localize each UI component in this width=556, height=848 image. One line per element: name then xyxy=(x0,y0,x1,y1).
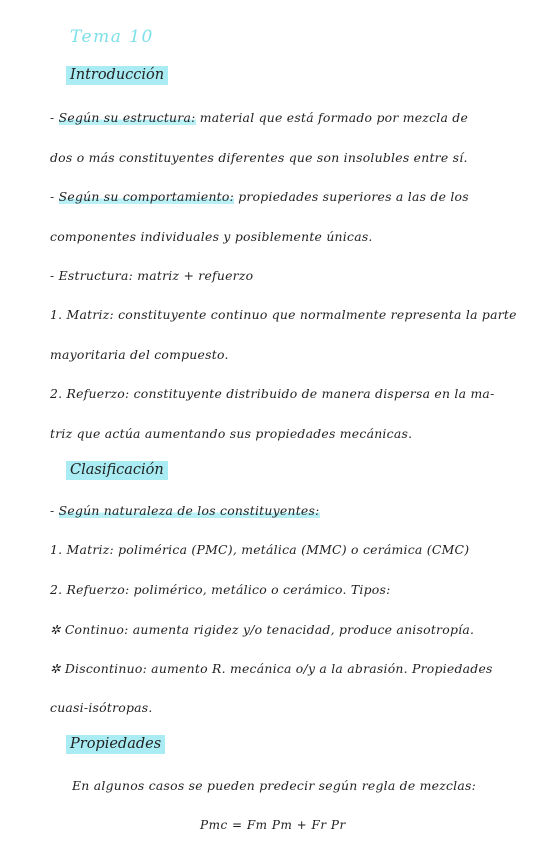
clasif-line-4: ✲ Continuo: aumenta rigidez y/o tenacidad, produce anisotropía. xyxy=(50,622,475,637)
clasif-line-2: 1. Matriz: polimérica (PMC), metálica (MMC) o cerámica (CMC) xyxy=(50,542,470,557)
section-heading-clasificacion: Clasificación xyxy=(66,461,168,480)
intro-line-7: mayoritaria del compuesto. xyxy=(50,347,229,362)
intro-line-3-highlight: Según su comportamiento: xyxy=(58,189,235,204)
clasif-line-1 xyxy=(50,503,556,518)
intro-line-1-rest: material que está formado por mezcla de xyxy=(195,110,469,125)
intro-line-9: triz que actúa aumentando sus propiedades mecánicas. xyxy=(50,426,413,441)
clasif-line-6: cuasi-isótropas. xyxy=(50,700,153,715)
clasif-line-3: 2. Refuerzo: polimérico, metálico o cerámico. Tipos: xyxy=(50,582,391,597)
intro-line-1-prefix: - xyxy=(50,110,59,125)
intro-line-5: - Estructura: matriz + refuerzo xyxy=(50,268,254,283)
intro-line-4: componentes individuales y posiblemente únicas. xyxy=(50,229,373,244)
intro-line-3-prefix: - xyxy=(50,189,59,204)
clasif-line-1-highlight: Según naturaleza de los constituyentes: xyxy=(58,503,320,518)
intro-line-6: 1. Matriz: constituyente continuo que normalmente representa la parte xyxy=(50,307,517,322)
intro-line-1-highlight: Según su estructura: xyxy=(58,110,196,125)
intro-line-3-rest: propiedades superiores a las de los xyxy=(234,189,469,204)
prop-line-1: En algunos casos se pueden predecir según regla de mezclas: xyxy=(72,778,477,793)
clasif-line-5: ✲ Discontinuo: aumento R. mecánica o/y a la abrasión. Propiedades xyxy=(50,661,493,676)
mixture-rule-formula: Pmc = Fm Pm + Fr Pr xyxy=(200,818,346,832)
intro-line-8: 2. Refuerzo: constituyente distribuido de manera dispersa en la ma- xyxy=(50,386,495,401)
clasif-line-1-prefix: - xyxy=(50,503,59,518)
intro-line-1 xyxy=(50,110,556,125)
intro-line-2: dos o más constituyentes diferentes que son insolubles entre sí. xyxy=(50,150,468,165)
intro-line-3 xyxy=(50,189,556,204)
section-heading-propiedades: Propiedades xyxy=(66,735,165,754)
section-heading-introduccion: Introducción xyxy=(66,66,168,85)
page-title: Tema 10 xyxy=(70,27,154,47)
